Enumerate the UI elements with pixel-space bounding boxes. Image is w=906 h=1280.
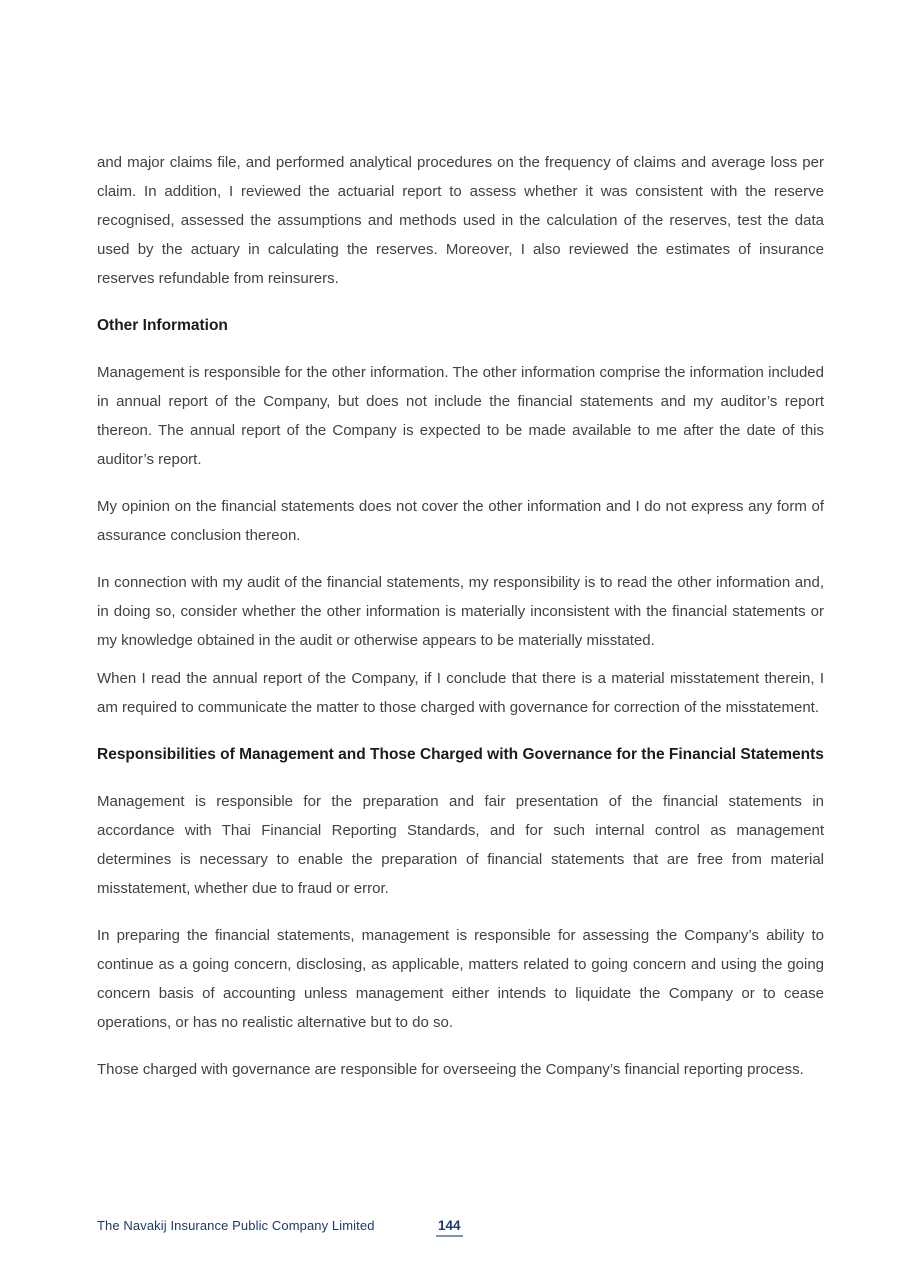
paragraph-other-information-3: In connection with my audit of the financial statements, my responsibility is to read the other information and, in doing so, consider whether the other information is materially inconsistent with the financial statements or my knowledge obtained in the audit or otherwise appears to be materially misstated. [97, 574, 824, 649]
paragraph-other-information-2: My opinion on the financial statements does not cover the other information and I do not express any form of assurance conclusion thereon. [97, 498, 824, 544]
paragraph-other-information-4: When I read the annual report of the Company, if I conclude that there is a material misstatement therein, I am required to communicate the matter to those charged with governance for correction of the misstatement. [97, 670, 824, 716]
intro-paragraph: and major claims file, and performed analytical procedures on the frequency of claims and average loss per claim. In addition, I reviewed the actuarial report to assess whether it was consistent with the reserve recognised, assessed the assumptions and methods used in the calculation of the reserves, test the data used by the actuary in calculating the reserves. Moreover, I also reviewed the estimates of insurance reserves refundable from reinsurers. [97, 154, 824, 287]
footer-page-number: 144 [436, 1218, 463, 1237]
footer-company-name: The Navakij Insurance Public Company Limited [97, 1218, 375, 1233]
paragraph-other-information-1: Management is responsible for the other information. The other information comprise the information included in annual report of the Company, but does not include the financial statements and my auditor’s report thereon. The annual report of the Company is expected to be made available to me after the date of this auditor’s report. [97, 364, 824, 468]
page-footer [97, 1218, 824, 1244]
paragraph-responsibilities-3: Those charged with governance are responsible for overseeing the Company’s financial reporting process. [97, 1061, 804, 1078]
document-content [97, 148, 824, 1102]
section-heading-other-information: Other Information [97, 317, 228, 334]
paragraph-responsibilities-2: In preparing the financial statements, management is responsible for assessing the Company’s ability to continue as a going concern, disclosing, as applicable, matters related to going concern and using the going concern basis of accounting unless management either intends to liquidate the Company or to cease operations, or has no realistic alternative but to do so. [97, 927, 824, 1031]
paragraph-responsibilities-1: Management is responsible for the preparation and fair presentation of the financial statements in accordance with Thai Financial Reporting Standards, and for such internal control as management determines is necessary to enable the preparation of financial statements that are free from material misstatement, whether due to fraud or error. [97, 793, 824, 897]
section-heading-responsibilities: Responsibilities of Management and Those Charged with Governance for the Financial Statements [97, 746, 824, 763]
